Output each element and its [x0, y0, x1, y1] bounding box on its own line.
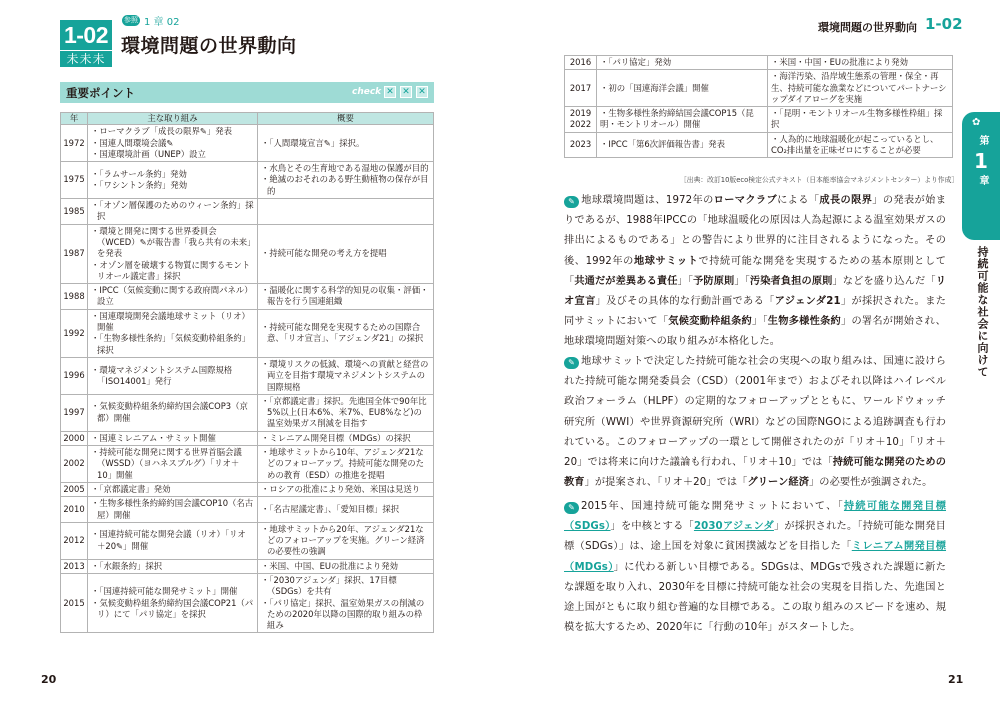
action-item: ・気候変動枠組条約締約国会議COP21（パリ）にて「パリ協定」を採択 [91, 597, 254, 619]
row-year: 1992 [61, 309, 88, 357]
row-summary: ・人為的に地球温暖化が起こっているとし、CO₂排出量を正味ゼロにすることが必要 [768, 132, 953, 158]
row-year: 1975 [61, 162, 88, 199]
summary-item: ・水鳥とその生育地である湿地の保護が目的 [261, 163, 429, 174]
row-summary [258, 431, 434, 445]
row-action [88, 573, 258, 632]
table-row [61, 482, 434, 496]
row-year: 2015 [61, 573, 88, 632]
paragraph-text: 」及びその具体的な行動計画である「 [595, 296, 775, 308]
table-row [61, 573, 434, 632]
keyword: アジェンダ21 [774, 296, 841, 308]
table-row [61, 199, 434, 225]
row-year: 1996 [61, 357, 88, 394]
chapter-ref-label: 1 章 02 [144, 17, 180, 28]
row-year: 2017 [565, 70, 597, 107]
action-item: ・「水銀条約」採択 [91, 560, 163, 571]
keyword: 持続可能な開発のための教育 [564, 457, 946, 489]
table-row [61, 284, 434, 310]
summary-item: ・「人間環境宣言✎」採択。 [261, 137, 365, 148]
row-summary [258, 482, 434, 496]
action-item: ・環境と開発に関する世界委員会（WCED）✎が報告書「我ら共有の未来」を発表 [91, 225, 252, 259]
row-summary [258, 559, 434, 573]
summary-item: ・「2030アジェンダ」採択、17目標（SDGs）を共有 [261, 574, 397, 597]
row-year: 1972 [61, 125, 88, 162]
paragraph-text: 2015年、国連持続可能な開発サミットにおいて、「 [581, 501, 844, 512]
summary-item: ・ミレニアム開発目標（MDGs）の採択 [261, 432, 411, 443]
reference-icon: 参照 [124, 16, 138, 24]
paragraph-text: による「 [777, 195, 820, 206]
row-action: ・IPCC「第6次評価報告書」発表 [597, 132, 768, 158]
row-action: ・生物多様性条約締結国会議COP15（昆明・モントリオール）開催 [597, 107, 768, 133]
action-item: ・国連ミレニアム・サミット開催 [91, 432, 216, 443]
table-row [61, 394, 434, 431]
col-action: 主な取り組み [88, 113, 258, 125]
row-summary [258, 446, 434, 483]
keyword: 生物多様性条約 [767, 316, 841, 328]
keyword: 気候変動枠組条約 [668, 316, 752, 328]
leaf-icon: ✿ [972, 117, 981, 128]
chapter-tab-prefix: 第 [977, 135, 988, 145]
paragraph-1 [564, 191, 946, 353]
paragraph-text: 」「 [734, 275, 750, 287]
page-title: 環境問題の世界動向 [121, 35, 297, 57]
paragraph-text: 」「 [677, 275, 694, 287]
summary-item: ・持続可能な開発を実現するための国際合意、「リオ宣言」、「アジェンダ21」の採択 [261, 322, 424, 344]
row-year: 2000 [61, 431, 88, 445]
row-summary [258, 162, 434, 199]
check-box-icon[interactable]: ✕ [384, 86, 396, 98]
action-item: ・気候変動枠組条約締約国会議COP3（京都）開催 [91, 401, 248, 423]
action-item: ・ローマクラブ「成長の限界✎」発表 [91, 126, 233, 137]
pencil-icon: ✎ [564, 502, 579, 514]
row-action: ・「パリ協定」発効 [597, 56, 768, 70]
row-year: 2012 [61, 522, 88, 559]
row-summary: ・「昆明・モントリオール生物多様性枠組」採択 [768, 107, 953, 133]
table-row [565, 132, 953, 158]
action-item: ・持続可能な開発に関する世界首脳会議（WSSD）（ヨハネスブルグ）「リオ＋10」開催 [91, 447, 242, 480]
action-item: ・オゾン層を破壊する物質に関するモントリオール議定書」採択 [91, 259, 251, 281]
row-summary [258, 224, 434, 283]
row-year: 2023 [565, 132, 597, 158]
action-item: ・国連持続可能な開発会議（リオ）「リオ＋20✎」開催 [91, 529, 246, 551]
summary-item: ・ロシアの批准により発効、米国は見送り [261, 483, 421, 494]
row-action [88, 357, 258, 394]
row-action [88, 431, 258, 445]
action-item: ・「ワシントン条約」発効 [91, 180, 188, 191]
action-item: ・「京都議定書」発効 [91, 483, 171, 494]
row-year: 2019 2022 [565, 107, 597, 133]
row-summary [258, 357, 434, 394]
summary-item: ・地球サミットから20年、アジェンダ21などのフォローアップを実施。グリーン経済の必要性の強調 [261, 523, 425, 557]
table-row [61, 559, 434, 573]
timeline-table [60, 112, 434, 633]
running-section-number: 1-02 [925, 15, 963, 33]
row-action: ・初の「国連海洋会議」開催 [597, 70, 768, 107]
table-row [61, 497, 434, 523]
row-year: 1985 [61, 199, 88, 225]
summary-item: ・絶滅のおそれのある野生動植物の保存が目的 [261, 174, 429, 196]
action-item: ・「国連持続可能な開発サミット」開催 [91, 586, 238, 597]
section-number: 1-02 [60, 20, 112, 50]
action-item: ・環境マネジメントシステム国際規格「ISO14001」発行 [91, 364, 233, 386]
running-head: 環境問題の世界動向 [818, 21, 917, 34]
action-item: ・国連人間環境会議✎ [91, 137, 174, 148]
table-row [565, 56, 953, 70]
keyword[interactable]: 2030アジェンダ [693, 521, 774, 533]
action-item: ・国連環境開発会議地球サミット（リオ）開催 [91, 310, 250, 333]
keyword: 成長の限界 [819, 195, 873, 206]
check-box-icon[interactable]: ✕ [416, 86, 428, 98]
pencil-icon: ✎ [564, 357, 579, 369]
paragraph-text: 」「 [751, 316, 768, 328]
key-points-title: 重要ポイント [66, 86, 135, 100]
summary-item: ・地球サミットから10年、アジェンダ21などのフォローアップ。持続可能な開発のための教育（ESD）の推進を提唱 [261, 447, 425, 480]
row-summary: ・米国・中国・EUの批准により発効 [768, 56, 953, 70]
row-summary [258, 573, 434, 632]
row-summary [258, 394, 434, 431]
action-item: ・「生物多様性条約」「気候変動枠組条約」採択 [91, 333, 251, 355]
paragraph-text: 地球環境問題は、1972年の [581, 195, 714, 206]
row-year: 2010 [61, 497, 88, 523]
pencil-icon: ✎ [564, 196, 579, 208]
row-action [88, 482, 258, 496]
table-row [61, 309, 434, 357]
row-action [88, 559, 258, 573]
summary-item: ・米国、中国、EUの批准により発効 [261, 560, 399, 571]
action-item: ・「ラムサール条約」発効 [91, 168, 187, 179]
action-item: ・国連環境計画（UNEP）設立 [91, 148, 206, 159]
col-summary: 概要 [258, 113, 434, 125]
row-year: 1987 [61, 224, 88, 283]
row-action [88, 309, 258, 357]
table-row [61, 446, 434, 483]
paragraph-3 [564, 497, 946, 638]
keyword[interactable]: 持続可能な開発目標（SDGs） [564, 501, 946, 533]
source-note: ［出典：改訂10版eco検定公式テキスト（日本能率協会マネジメントセンター）より作成］ [680, 176, 959, 184]
row-summary: ・海洋汚染、沿岸域生態系の管理・保全・再生、持続可能な漁業などについてパートナーシップダイアローグを実施 [768, 70, 953, 107]
row-action [88, 162, 258, 199]
paragraph-text: 地球サミットで決定した持続可能な社会の実現への取り組みは、国連に設けられた持続可能な開発委員会（CSD）（2001年まで）およびそれ以降はハイレベル政治フォーラム（HLPF）の定期的なフォローアップとともに、ワールドウォッチ研究所（WWI）や世界資源研究所（WRI）などの国際NGOによる追跡調査も行われている。このフォローアップの一環として開催されたのが「リオ＋10」「リオ＋20」では将来に向けた議論も行われ、「リオ＋10」では「 [564, 356, 946, 469]
keyword: 汚染者負担の原則 [749, 275, 833, 287]
check-label: check [352, 87, 382, 97]
row-year: 2005 [61, 482, 88, 496]
check-box-icon[interactable]: ✕ [400, 86, 412, 98]
row-summary [258, 284, 434, 310]
summary-item: ・持続可能な開発の考え方を提唱 [261, 248, 387, 259]
chapter-reference[interactable] [122, 13, 179, 28]
page-number-right: 21 [948, 673, 964, 686]
summary-item: ・環境リスクの低減、環境への貢献と経営の両立を目指す環境マネジメントシステムの国際規格 [261, 358, 429, 392]
action-item: ・「オゾン層保護のためのウィーン条約」採択 [91, 200, 254, 222]
row-action [88, 284, 258, 310]
timeline-table-continued [564, 55, 953, 158]
paragraph-text: 」を中核とする「 [610, 521, 694, 533]
row-action [88, 224, 258, 283]
paragraph-text: 」が提案され、「リオ＋20」では「 [584, 477, 748, 489]
row-summary [258, 199, 434, 225]
paragraph-text: 」の発表が始まりであるが、1988年IPCCの「地球温暖化の原因は人為起源による温室効果ガスの排出によるものである」との警告により世界的に注目されるようになった。その後、1992年の [564, 195, 946, 267]
col-year: 年 [61, 113, 88, 125]
row-year: 1988 [61, 284, 88, 310]
key-points-bar [60, 82, 434, 103]
row-year: 2013 [61, 559, 88, 573]
table-row [565, 70, 953, 107]
paragraph-text: 」の必要性が強調された。 [809, 477, 933, 489]
action-item: ・IPCC（気候変動に関する政府間パネル）設立 [91, 285, 253, 307]
table-row [61, 162, 434, 199]
paragraph-text: 」が採択された。「持続可能な開発目標（SDGs）」は、途上国を対象に貧困撲滅などを目指した「 [564, 521, 946, 553]
table-row [61, 431, 434, 445]
paragraph-text: で持続可能な開発を実現するための基本原則として「 [564, 255, 946, 287]
row-summary [258, 497, 434, 523]
row-summary [258, 309, 434, 357]
keyword: 共通だが差異ある責任 [574, 275, 678, 287]
table-row [61, 224, 434, 283]
row-action [88, 125, 258, 162]
paragraph-2 [564, 352, 946, 493]
row-action [88, 446, 258, 483]
paragraph-text: 」などを盛り込んだ「 [832, 275, 936, 287]
table-row [61, 357, 434, 394]
row-summary [258, 522, 434, 559]
chapter-side-label: 持続可能な社会に向けて [976, 246, 989, 378]
difficulty-stars: 未未未 [60, 51, 112, 67]
table-row [61, 522, 434, 559]
paragraph-text: 」に代わる新しい目標である。SDGsは、MDGsで残された課題に新たな課題を取り入れ、2030年を目標に持続可能な社会の実現を目指した、先進国と途上国がともに取り組む普遍的な目標である。この取り組みのスピードを速め、規模を拡大するため、2020年に「行動の10年」がスタートした。 [564, 561, 946, 634]
row-year: 2016 [565, 56, 597, 70]
table-row [61, 125, 434, 162]
summary-item: ・温暖化に関する科学的知見の収集・評価・報告を行う国連組織 [261, 285, 429, 307]
summary-item: ・「京都議定書」採択。先進国全体で90年比5%以上(日本6%、米7%、EU8%など)の温室効果ガス削減を目指す [261, 395, 427, 429]
row-action [88, 522, 258, 559]
action-item: ・生物多様性条約締約国会議COP10（名古屋）開催 [91, 498, 254, 520]
keyword: ローマクラブ [713, 195, 778, 206]
chapter-tab-number: 1 [974, 149, 988, 173]
summary-item: ・「パリ協定」採択、温室効果ガスの削減のための2020年以降の国際的取り組みの枠組み [261, 597, 425, 631]
row-action [88, 394, 258, 431]
row-action [88, 199, 258, 225]
summary-item: ・「名古屋議定書」、「愛知目標」採択 [261, 503, 400, 514]
row-year: 2002 [61, 446, 88, 483]
row-summary [258, 125, 434, 162]
chapter-tab-suffix: 章 [977, 175, 988, 185]
table-row [565, 107, 953, 133]
row-action [88, 497, 258, 523]
paragraph-text: 」の署名が開始され、地球環境問題対策への取り組みが本格化した。 [564, 316, 946, 348]
keyword: 地球サミット [633, 255, 699, 267]
keyword: リオ宣言 [564, 275, 946, 308]
paragraph-text: 」が採択された。また同サミットにおいて「 [564, 296, 947, 328]
keyword: グリーン経済 [747, 477, 809, 489]
keyword: 予防原則 [693, 275, 735, 287]
page-number-left: 20 [41, 673, 57, 686]
keyword[interactable]: ミレニアム開発目標（MDGs） [564, 541, 947, 573]
row-year: 1997 [61, 394, 88, 431]
